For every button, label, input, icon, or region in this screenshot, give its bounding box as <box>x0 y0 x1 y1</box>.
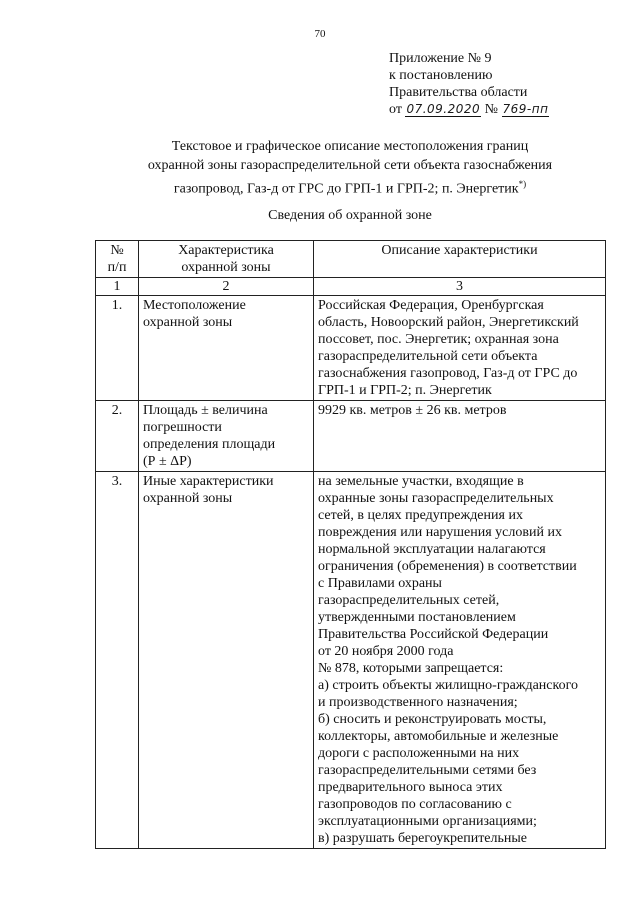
number-prefix: № <box>484 102 499 117</box>
row-characteristic: Местоположение охранной зоны <box>139 296 314 401</box>
appendix-block <box>389 50 549 118</box>
row-number: 3. <box>96 472 139 849</box>
row-characteristic: Площадь ± величина погрешности определения площади (Р ± ΔР) <box>139 401 314 472</box>
row-number: 2. <box>96 401 139 472</box>
title-line-3 <box>80 175 620 199</box>
document-title <box>80 137 620 199</box>
table-header-row <box>96 241 606 278</box>
table-row <box>96 296 606 401</box>
row-description: на земельные участки, входящие в охранные зоны газораспределительных сетей, в целях предупреждения их повреждения или нарушения условий их нормальной эксплуатации налагаются ограничения (обременения) в соответствии с Правилами охраны газораспределительных сетей, утвержденными постановлением Правительства Российской Федерации от 20 ноября 2000 года № 878, которыми запрещается: а) строить объекты жилищно-гражданского и производственного назначения; б) сносить и реконструировать мосты, коллекторы, автомобильные и железные дороги с расположенными на них газораспределительными сетями без предварительного выноса этих газопроводов по согласованию с эксплуатационными организациями; в) разрушать берегоукрепительные <box>314 472 606 849</box>
appendix-line-2: к постановлению <box>389 68 493 83</box>
header-number: № п/п <box>96 241 139 278</box>
appendix-date-line <box>389 101 549 118</box>
handwritten-number: 769-пп <box>502 102 549 116</box>
appendix-line-1: Приложение № 9 <box>389 51 492 66</box>
header-characteristic: Характеристика охранной зоны <box>139 241 314 278</box>
row-description: 9929 кв. метров ± 26 кв. метров <box>314 401 606 472</box>
table-index-row <box>96 278 606 296</box>
index-cell: 2 <box>139 278 314 296</box>
index-cell: 1 <box>96 278 139 296</box>
table-row <box>96 472 606 849</box>
page-number: 70 <box>314 28 326 40</box>
row-number: 1. <box>96 296 139 401</box>
handwritten-date: 07.09.2020 <box>406 102 481 116</box>
header-description: Описание характеристики <box>314 241 606 278</box>
index-cell: 3 <box>314 278 606 296</box>
title-line-3-text: газопровод, Газ-д от ГРС до ГРП-1 и ГРП-2; п. Энергетик <box>173 181 519 197</box>
title-line-1: Текстовое и графическое описание местоположения границ <box>171 139 529 154</box>
date-prefix: от <box>389 102 402 117</box>
appendix-line-3: Правительства области <box>389 85 528 100</box>
row-characteristic: Иные характеристики охранной зоны <box>139 472 314 849</box>
title-line-2: охранной зоны газораспределительной сети объекта газоснабжения <box>147 158 553 173</box>
row-description: Российская Федерация, Оренбургская область, Новоорский район, Энергетикский поссовет, пос. Энергетик; охранная зона газораспределительной сети объекта газоснабжения газопровод, Газ-д от ГРС до ГРП-1 и ГРП-2; п. Энергетик <box>314 296 606 401</box>
footnote-mark: *) <box>518 179 527 189</box>
zone-info-table <box>95 240 606 849</box>
table-row <box>96 401 606 472</box>
section-title: Сведения об охранной зоне <box>268 208 432 223</box>
